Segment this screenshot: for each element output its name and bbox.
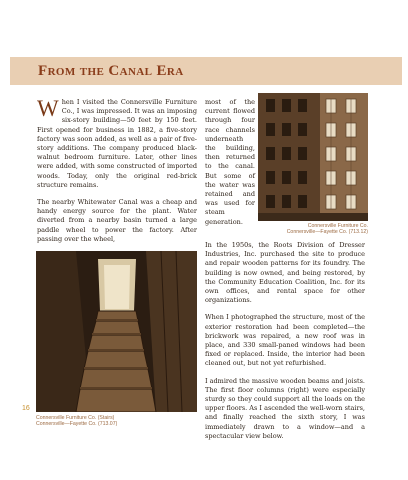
paragraph-1950s: In the 1950s, the Roots Division of Dresser Industries, Inc. purchased the site to produce and repair wooden patterns for its foundry. The building is now owned, and being restored, by the Community Education Coalition, Inc. for its own offices, and rental space for other organizations. xyxy=(205,241,365,305)
paragraph-intro xyxy=(37,98,197,190)
title-band xyxy=(10,57,402,85)
stairs-photo xyxy=(36,251,197,412)
building-photo-caption xyxy=(258,223,368,235)
building-photo-image xyxy=(258,93,368,221)
paragraph-restoration: When I photographed the structure, most of the exterior restoration had been completed—the brickwork was repaired, a new roof was in place, and 330 small-paned windows had been fixed or replaced. Inside, the interior had been cleaned out, but not yet refurbished. xyxy=(205,313,365,368)
paragraph-beams: I admired the massive wooden beams and joists. The first floor columns (right) were especially sturdy so they could support all the loads on the upper floors. As I ascended the well-worn stairs, and finally reached the sixth story, I was immediately drawn to a window—and a spectacular view below. xyxy=(205,376,365,440)
building-caption-line1: Connersville Furniture Co. xyxy=(307,223,368,229)
paragraph-water-flow: most of the current flowed through four race channels underneath the building, then returned to the canal. But some of the water was retained and was used for steam generation. xyxy=(205,98,255,226)
paragraph-intro-text: hen I visited the Connersville Furniture Co., I was impressed. It was an imposing six-story building—50 feet by 150 feet. First opened for business in 1882, a five-story factory was soon added, as well as a pair of five-story additions. The company produced black-walnut bedroom furniture. Later, other lines were added, with some constructed of imported woods. Today, only the original red-brick structure remains. xyxy=(37,98,197,189)
stairs-photo-caption xyxy=(36,415,197,427)
paragraph-canal: The nearby Whitewater Canal was a cheap and handy energy source for the plant. Water diverted from a nearby basin turned a large paddle wheel to power the factory. After passing over the wheel, xyxy=(37,198,197,243)
body-column-narrow xyxy=(205,98,255,227)
section-title: From the Canal Era xyxy=(38,63,184,79)
drop-cap: W xyxy=(37,96,59,121)
body-column-right xyxy=(205,241,365,449)
stairs-caption-line2: Connersville—Fayette Co. (713.07) xyxy=(36,421,118,428)
stairs-caption-line1: Connersville Furniture Co. (Stairs) xyxy=(36,415,115,421)
page-number: 16 xyxy=(22,405,30,412)
stairs-photo-image xyxy=(36,251,197,412)
building-caption-line2: Connersville—Fayette Co. (713.12) xyxy=(286,229,368,236)
body-column-left xyxy=(37,98,197,252)
building-photo xyxy=(258,93,368,221)
